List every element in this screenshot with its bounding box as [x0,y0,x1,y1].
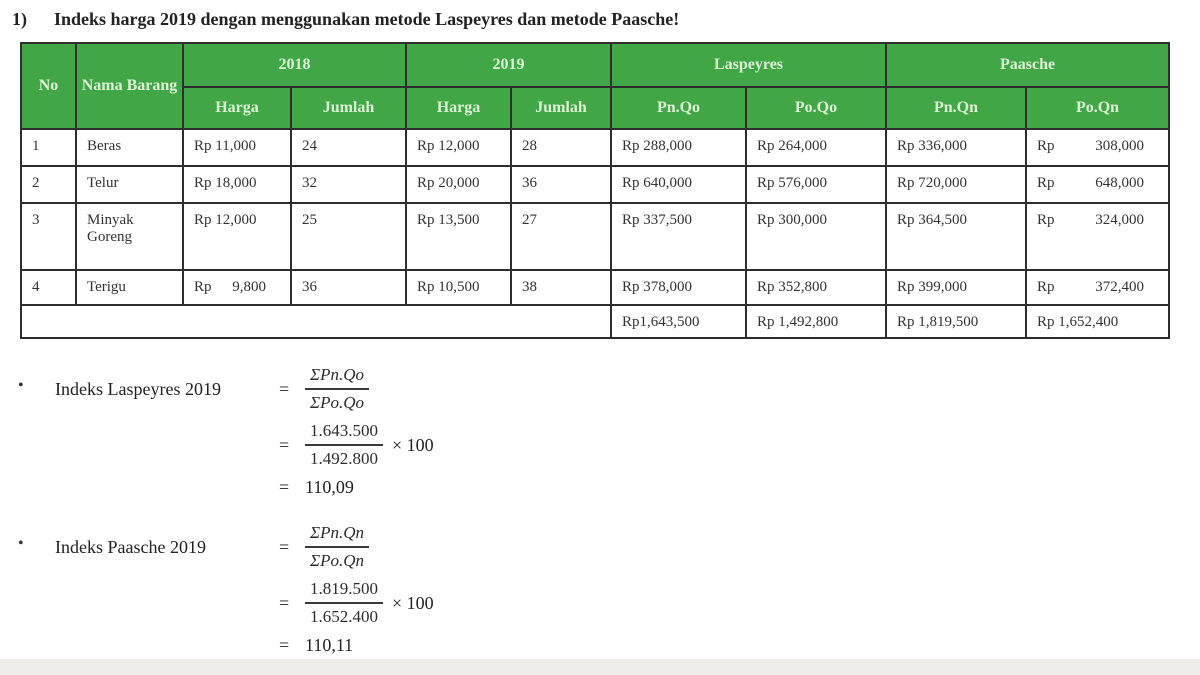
col-header-harga-2019: Harga [406,87,511,129]
cell-pn-qn: Rp 364,500 [886,203,1026,270]
cell-jumlah-2018: 25 [291,203,406,270]
cell-nama: Beras [76,129,183,166]
col-header-nama-barang: Nama Barang [76,43,183,129]
paasche-definition-line [55,519,434,575]
col-header-po-qo: Po.Qo [746,87,886,129]
formula-section [18,361,1200,659]
cell-pn-qn: Rp 399,000 [886,270,1026,305]
cell-pn-qo: Rp 337,500 [611,203,746,270]
cell-nama: Minyak Goreng [76,203,183,270]
col-header-harga-2018: Harga [183,87,291,129]
paasche-result-line [55,631,434,659]
currency-label: Rp [194,279,212,295]
cell-pn-qo: Rp 288,000 [611,129,746,166]
equals-sign: = [279,434,290,455]
col-header-no: No [21,43,76,129]
header-sub-row [21,87,1169,129]
formula-label: Indeks Paasche 2019 [55,536,206,557]
col-header-po-qn: Po.Qn [1026,87,1169,129]
result-value: 110,11 [305,634,354,655]
cell-jumlah-2019: 38 [511,270,611,305]
table-row-minyak-goreng [21,203,1169,270]
multiplier: × 100 [392,592,434,613]
currency-label: Rp [1037,175,1055,191]
table-row-telur [21,166,1169,203]
cell-po-qn [1026,203,1169,270]
fraction-values [305,578,383,628]
fraction-numerator: ΣPn.Qo [305,364,369,390]
bullet-icon: • [18,377,24,394]
cell-harga-2018: Rp 18,000 [183,166,291,203]
formula-label: Indeks Laspeyres 2019 [55,378,221,399]
fraction-denominator: ΣPo.Qn [310,551,365,570]
col-group-paasche: Paasche [886,43,1169,87]
cell-po-qn [1026,270,1169,305]
cell-jumlah-2019: 36 [511,166,611,203]
cell-harga-2018: Rp 11,000 [183,129,291,166]
fraction-sigma [305,364,369,414]
currency-value: 648,000 [1095,175,1145,191]
cell-po-qo: Rp 576,000 [746,166,886,203]
cell-no: 1 [21,129,76,166]
cell-po-qo: Rp 352,800 [746,270,886,305]
col-group-2018: 2018 [183,43,406,87]
currency-label: Rp [1037,212,1055,228]
fraction-values [305,420,383,470]
col-group-laspeyres: Laspeyres [611,43,886,87]
formula-laspeyres [18,361,1200,501]
bullet-icon: • [18,535,24,552]
equals-sign: = [279,536,290,557]
fraction-numerator: 1.819.500 [305,578,383,604]
scan-edge-strip [0,659,1200,675]
laspeyres-result-line [55,473,434,501]
currency-value: 308,000 [1095,138,1145,154]
fraction-numerator: ΣPn.Qn [305,522,369,548]
cell-no: 4 [21,270,76,305]
question-text: Indeks harga 2019 dengan menggunakan metode Laspeyres dan metode Paasche! [54,9,680,29]
cell-jumlah-2018: 32 [291,166,406,203]
multiplier: × 100 [392,434,434,455]
cell-total-po-qo: Rp 1,492,800 [746,305,886,338]
cell-po-qn [1026,166,1169,203]
cell-jumlah-2018: 24 [291,129,406,166]
fraction-denominator: 1.652.400 [310,607,378,626]
fraction-denominator: 1.492.800 [310,449,378,468]
cell-total-pn-qo: Rp1,643,500 [611,305,746,338]
question-number: 1) [12,9,27,29]
fraction-numerator: 1.643.500 [305,420,383,446]
currency-value: 324,000 [1095,212,1145,228]
cell-po-qo: Rp 264,000 [746,129,886,166]
table-row-beras [21,129,1169,166]
col-header-jumlah-2018: Jumlah [291,87,406,129]
cell-harga-2019: Rp 13,500 [406,203,511,270]
cell-totals-empty [21,305,611,338]
cell-no: 2 [21,166,76,203]
cell-pn-qo: Rp 378,000 [611,270,746,305]
cell-pn-qo: Rp 640,000 [611,166,746,203]
cell-harga-2018: Rp 12,000 [183,203,291,270]
cell-harga-2018 [183,270,291,305]
cell-harga-2019: Rp 20,000 [406,166,511,203]
col-header-pn-qo: Pn.Qo [611,87,746,129]
col-group-2019: 2019 [406,43,611,87]
cell-harga-2019: Rp 10,500 [406,270,511,305]
cell-harga-2019: Rp 12,000 [406,129,511,166]
table-row-terigu [21,270,1169,305]
equals-sign: = [279,378,290,399]
cell-pn-qn: Rp 720,000 [886,166,1026,203]
cell-pn-qn: Rp 336,000 [886,129,1026,166]
equals-sign: = [279,476,290,497]
currency-value: 372,400 [1095,279,1145,295]
laspeyres-substitution-line [55,417,434,473]
col-header-pn-qn: Pn.Qn [886,87,1026,129]
cell-jumlah-2019: 27 [511,203,611,270]
table-totals-row [21,305,1169,338]
result-value: 110,09 [305,476,354,497]
header-group-row [21,43,1169,87]
page-title [0,0,1200,30]
price-index-table [20,42,1170,339]
cell-total-pn-qn: Rp 1,819,500 [886,305,1026,338]
currency-label: Rp [1037,279,1055,295]
fraction-denominator: ΣPo.Qo [310,393,365,412]
col-header-jumlah-2019: Jumlah [511,87,611,129]
currency-label: Rp [1037,138,1055,154]
paasche-substitution-line [55,575,434,631]
cell-po-qn [1026,129,1169,166]
cell-nama: Terigu [76,270,183,305]
cell-jumlah-2019: 28 [511,129,611,166]
currency-value: 9,800 [232,279,266,295]
equals-sign: = [279,634,290,655]
laspeyres-definition-line [55,361,434,417]
cell-jumlah-2018: 36 [291,270,406,305]
cell-no: 3 [21,203,76,270]
formula-paasche [18,519,1200,659]
equals-sign: = [279,592,290,613]
fraction-sigma [305,522,369,572]
cell-total-po-qn: Rp 1,652,400 [1026,305,1169,338]
cell-po-qo: Rp 300,000 [746,203,886,270]
cell-nama: Telur [76,166,183,203]
